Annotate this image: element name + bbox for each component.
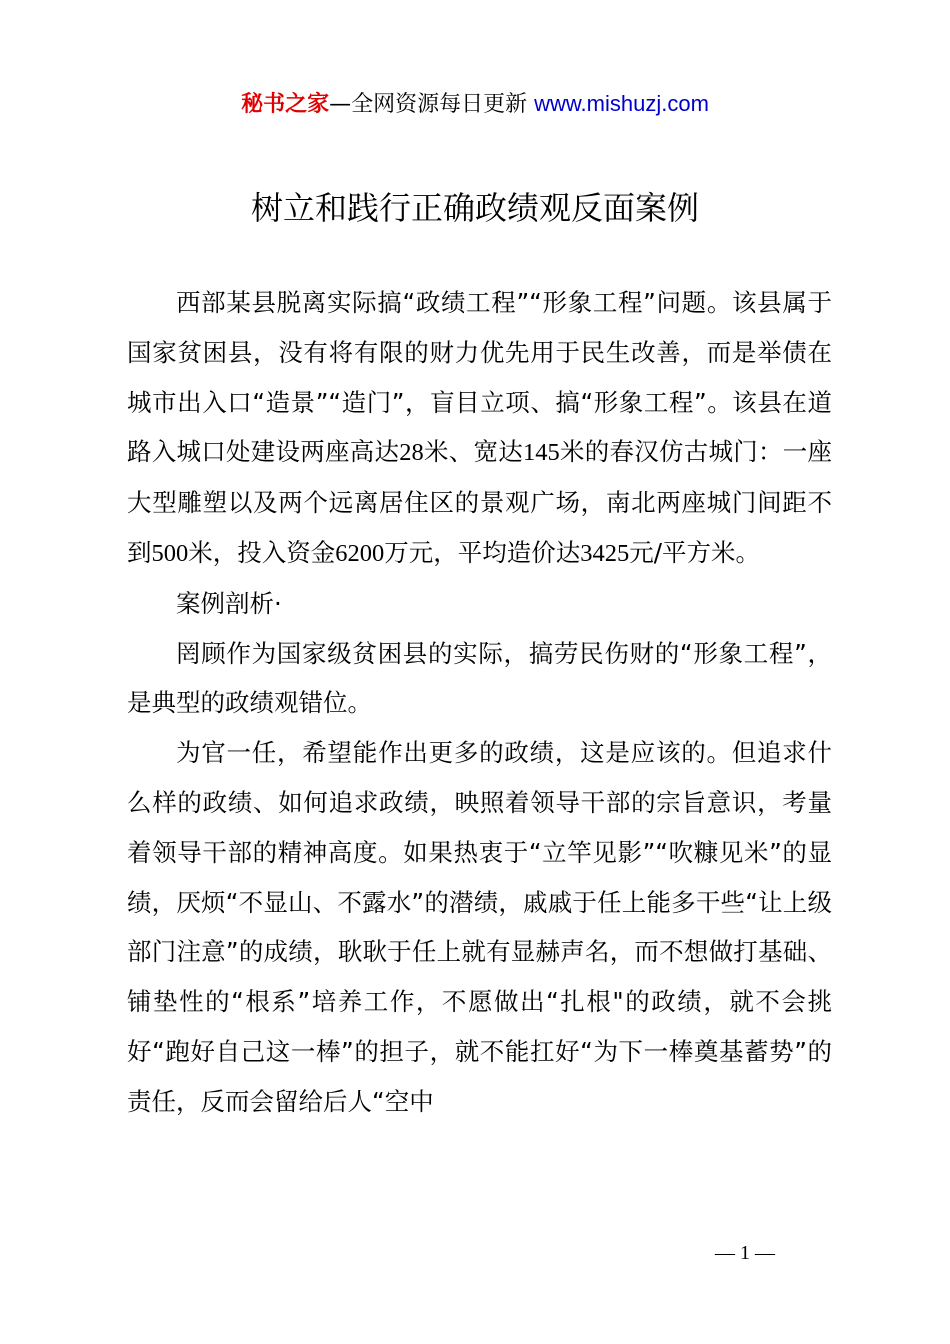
document-body xyxy=(127,278,832,1127)
paragraph-analysis-heading: 案例剖析· xyxy=(176,588,282,618)
document-title: 树立和践行正确政绩观反面案例 xyxy=(250,189,699,227)
paragraph-analysis-detail: 为官一任，希望能作出更多的政绩，这是应该的。但追求什么样的政绩、如何追求政绩，映照着领导干部的宗旨意识，考量着领导干部的精神高度。如果热衷于“立竿见影”“吹糠见米”的显绩，厌烦“不显山、不露水”的潜绩，戚戚于任上能多干些“让上级部门注意”的成绩，耿耿于任上就有显赫声名，而不想做打基础、铺垫性的“根系”培养工作，不愿做出“扎根"的政绩，就不会挑好“跑好自己这一棒”的担子，就不能扛好“为下一棒奠基蓄势”的责任，反而会留给后人“空中 xyxy=(127,738,832,1116)
page-number: — 1 — xyxy=(715,1242,775,1264)
site-url: www.mishuzj.com xyxy=(534,91,709,116)
site-header xyxy=(0,86,950,123)
site-brand: 秘书之家 xyxy=(241,92,330,117)
site-tagline: —全网资源每日更新 xyxy=(329,92,528,117)
paragraph-case-description: 西部某县脱离实际搞“政绩工程”“形象工程”问题。该县属于国家贫困县，没有将有限的财力优先用于民生改善，而是举债在城市出入口“造景”“造门”，盲目立项、搞“形象工程”。该县在道路入城口处建设两座高达28米、宽达145米的春汉仿古城门：一座大型雕塑以及两个远离居住区的景观广场，南北两座城门间距不到500米，投入资金6200万元，平均造价达3425元/平方米。 xyxy=(127,288,832,567)
paragraph-analysis-summary: 罔顾作为国家级贫困县的实际，搞劳民伤财的“形象工程”，是典型的政绩观错位。 xyxy=(127,638,832,718)
